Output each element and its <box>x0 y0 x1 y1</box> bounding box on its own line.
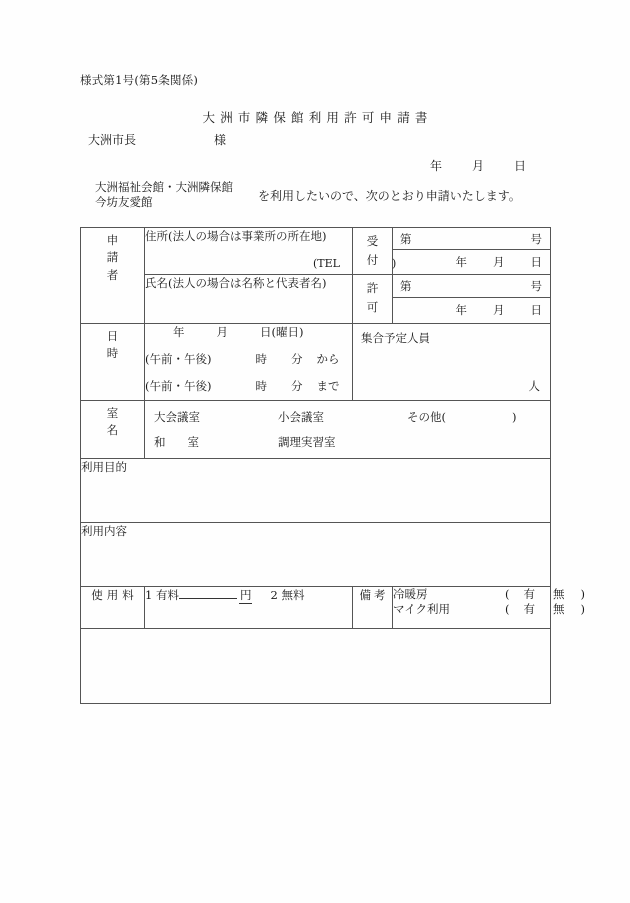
applicant-tel-paren-close: ) <box>391 257 397 270</box>
permission-number-suffix: 号 <box>530 279 542 293</box>
table-row <box>81 228 551 250</box>
applicant-label-char-2: 請 <box>106 250 119 265</box>
date-month-label: 月 <box>472 159 485 173</box>
free-notes-cell[interactable] <box>81 629 551 704</box>
datetime-label-char-2: 時 <box>106 346 119 361</box>
remark-microphone-yes[interactable]: 有 <box>523 602 535 616</box>
remark-microphone-no[interactable]: 無 <box>553 602 565 616</box>
application-form-table <box>80 227 585 704</box>
datetime-day-label: 日( <box>260 325 276 339</box>
datetime-end-row <box>145 378 352 394</box>
permission-number-cell[interactable] <box>393 275 551 298</box>
fee-amount-blank[interactable] <box>179 598 237 599</box>
request-sentence: を利用したいので、次のとおり申請いたします。 <box>258 189 521 203</box>
room-option-small-meeting[interactable]: 小会議室 <box>278 410 324 424</box>
room-options-row-1 <box>154 409 517 425</box>
facility-line-2: 今坊友愛館 <box>95 195 153 209</box>
receipt-month-label: 月 <box>493 254 505 269</box>
table-row <box>81 629 551 704</box>
room-option-japanese-style[interactable] <box>154 434 199 450</box>
permission-number-prefix: 第 <box>400 279 412 293</box>
permission-side-label <box>353 275 393 324</box>
table-row <box>81 324 551 401</box>
room-label-char-1: 室 <box>106 405 119 420</box>
applicant-label-char-1: 申 <box>106 232 119 247</box>
receipt-year-label: 年 <box>455 254 467 269</box>
end-hour-label: 時 <box>255 379 267 393</box>
remark-aircon-options[interactable] <box>505 587 585 602</box>
applicant-address-label: 住所(法人の場合は事業所の所在地) <box>145 229 327 243</box>
end-minute-label: 分 <box>290 379 303 393</box>
attendance-cell[interactable] <box>353 324 551 401</box>
table-row <box>81 275 551 298</box>
permission-day-label: 日 <box>530 302 542 317</box>
start-suffix-label: から <box>316 352 340 366</box>
datetime-month-label: 月 <box>216 325 228 339</box>
remark-row-aircon <box>393 587 585 602</box>
receipt-number-suffix: 号 <box>530 232 542 246</box>
addressee-honorific: 様 <box>214 133 227 147</box>
applicant-side-label <box>81 228 145 324</box>
room-option-other-paren-close: ) <box>512 410 517 424</box>
fee-amount-unit: 円 <box>239 588 252 602</box>
remark-aircon-paren-open: ( <box>505 587 510 601</box>
datetime-side-label <box>81 324 145 401</box>
receipt-day-label: 日 <box>530 254 542 269</box>
application-date-line <box>430 157 526 174</box>
room-options-row-2 <box>154 434 336 450</box>
remark-aircon-paren-close: ) <box>580 587 585 601</box>
purpose-cell[interactable] <box>81 459 551 523</box>
end-suffix-label: まで <box>316 379 340 393</box>
remark-row-microphone <box>393 602 585 617</box>
document-title: 大洲市隣保館利用許可申請書 <box>202 110 433 125</box>
fee-option-paid[interactable]: 1 有料 <box>145 588 179 602</box>
applicant-name-cell[interactable] <box>145 275 353 324</box>
applicant-label-char-3: 者 <box>106 267 119 282</box>
receipt-date-labels <box>456 254 543 270</box>
room-label-char-2: 名 <box>106 423 119 438</box>
start-ampm-label: (午前・午後) <box>145 352 212 366</box>
table-row <box>81 587 551 629</box>
table-row <box>81 523 551 587</box>
facility-names <box>95 180 233 210</box>
remarks-options-cell[interactable] <box>393 587 585 629</box>
room-option-japanese-char-1: 和 <box>154 435 166 449</box>
end-ampm-label: (午前・午後) <box>145 379 212 393</box>
content-label: 利用内容 <box>81 524 127 538</box>
permission-label-char-1: 許 <box>366 281 379 295</box>
permission-month-label: 月 <box>493 302 505 317</box>
datetime-weekday-label: 曜日) <box>276 325 304 339</box>
receipt-date-cell[interactable] <box>393 249 551 274</box>
room-option-other-label: その他( <box>407 410 446 424</box>
facility-line-1: 大洲福祉会館・大洲隣保館 <box>95 180 233 194</box>
room-option-cooking-practice[interactable]: 調理実習室 <box>278 435 336 449</box>
room-options-cell[interactable] <box>145 401 551 459</box>
receipt-number-cell[interactable] <box>393 228 551 250</box>
applicant-address-cell[interactable] <box>145 228 397 275</box>
room-side-label <box>81 401 145 459</box>
content-cell[interactable] <box>81 523 551 587</box>
room-option-japanese-char-2: 室 <box>187 435 199 449</box>
datetime-date-row <box>145 324 352 340</box>
date-year-label: 年 <box>430 159 443 173</box>
addressee-name: 大洲市長 <box>88 133 137 147</box>
attendance-label: 集合予定人員 <box>361 331 430 345</box>
room-option-other[interactable] <box>407 409 517 425</box>
remark-aircon-no[interactable]: 無 <box>553 587 565 601</box>
fee-label: 使用料 <box>81 587 145 629</box>
table-row <box>81 401 551 459</box>
receipt-side-label <box>353 228 393 275</box>
receipt-label-char-2: 付 <box>366 253 379 268</box>
purpose-label: 利用目的 <box>81 460 127 474</box>
remark-aircon-yes[interactable]: 有 <box>523 587 535 601</box>
datetime-label-char-1: 日 <box>106 328 119 343</box>
start-minute-label: 分 <box>290 352 303 366</box>
permission-date-cell[interactable] <box>393 297 551 323</box>
fee-options-cell[interactable] <box>145 587 353 629</box>
applicant-name-label: 氏名(法人の場合は名称と代表者名) <box>145 276 327 290</box>
fee-option-free[interactable]: 2 無料 <box>270 588 305 602</box>
addressee-row <box>88 131 548 148</box>
receipt-label-char-1: 受 <box>366 234 379 248</box>
remark-microphone-paren-open: ( <box>505 602 510 616</box>
remark-microphone-paren-close: ) <box>580 602 585 616</box>
attendance-unit: 人 <box>528 379 540 393</box>
receipt-number-prefix: 第 <box>400 232 412 246</box>
table-row <box>81 459 551 523</box>
remark-microphone-options[interactable] <box>505 602 585 617</box>
datetime-start-row <box>145 351 352 367</box>
permission-date-labels <box>456 302 543 318</box>
applicant-tel-label: (TEL <box>313 257 340 270</box>
datetime-year-label: 年 <box>173 325 185 339</box>
remark-aircon-label: 冷暖房 <box>393 587 428 601</box>
permission-year-label: 年 <box>455 302 467 317</box>
permission-label-char-2: 可 <box>366 300 379 315</box>
date-day-label: 日 <box>514 159 527 173</box>
remark-microphone-label: マイク利用 <box>393 602 451 616</box>
remarks-label: 備考 <box>353 587 393 629</box>
room-option-large-meeting[interactable]: 大会議室 <box>154 410 200 424</box>
start-hour-label: 時 <box>255 352 267 366</box>
form-number: 様式第1号(第5条関係) <box>80 73 199 87</box>
datetime-fields-cell[interactable] <box>145 324 353 401</box>
